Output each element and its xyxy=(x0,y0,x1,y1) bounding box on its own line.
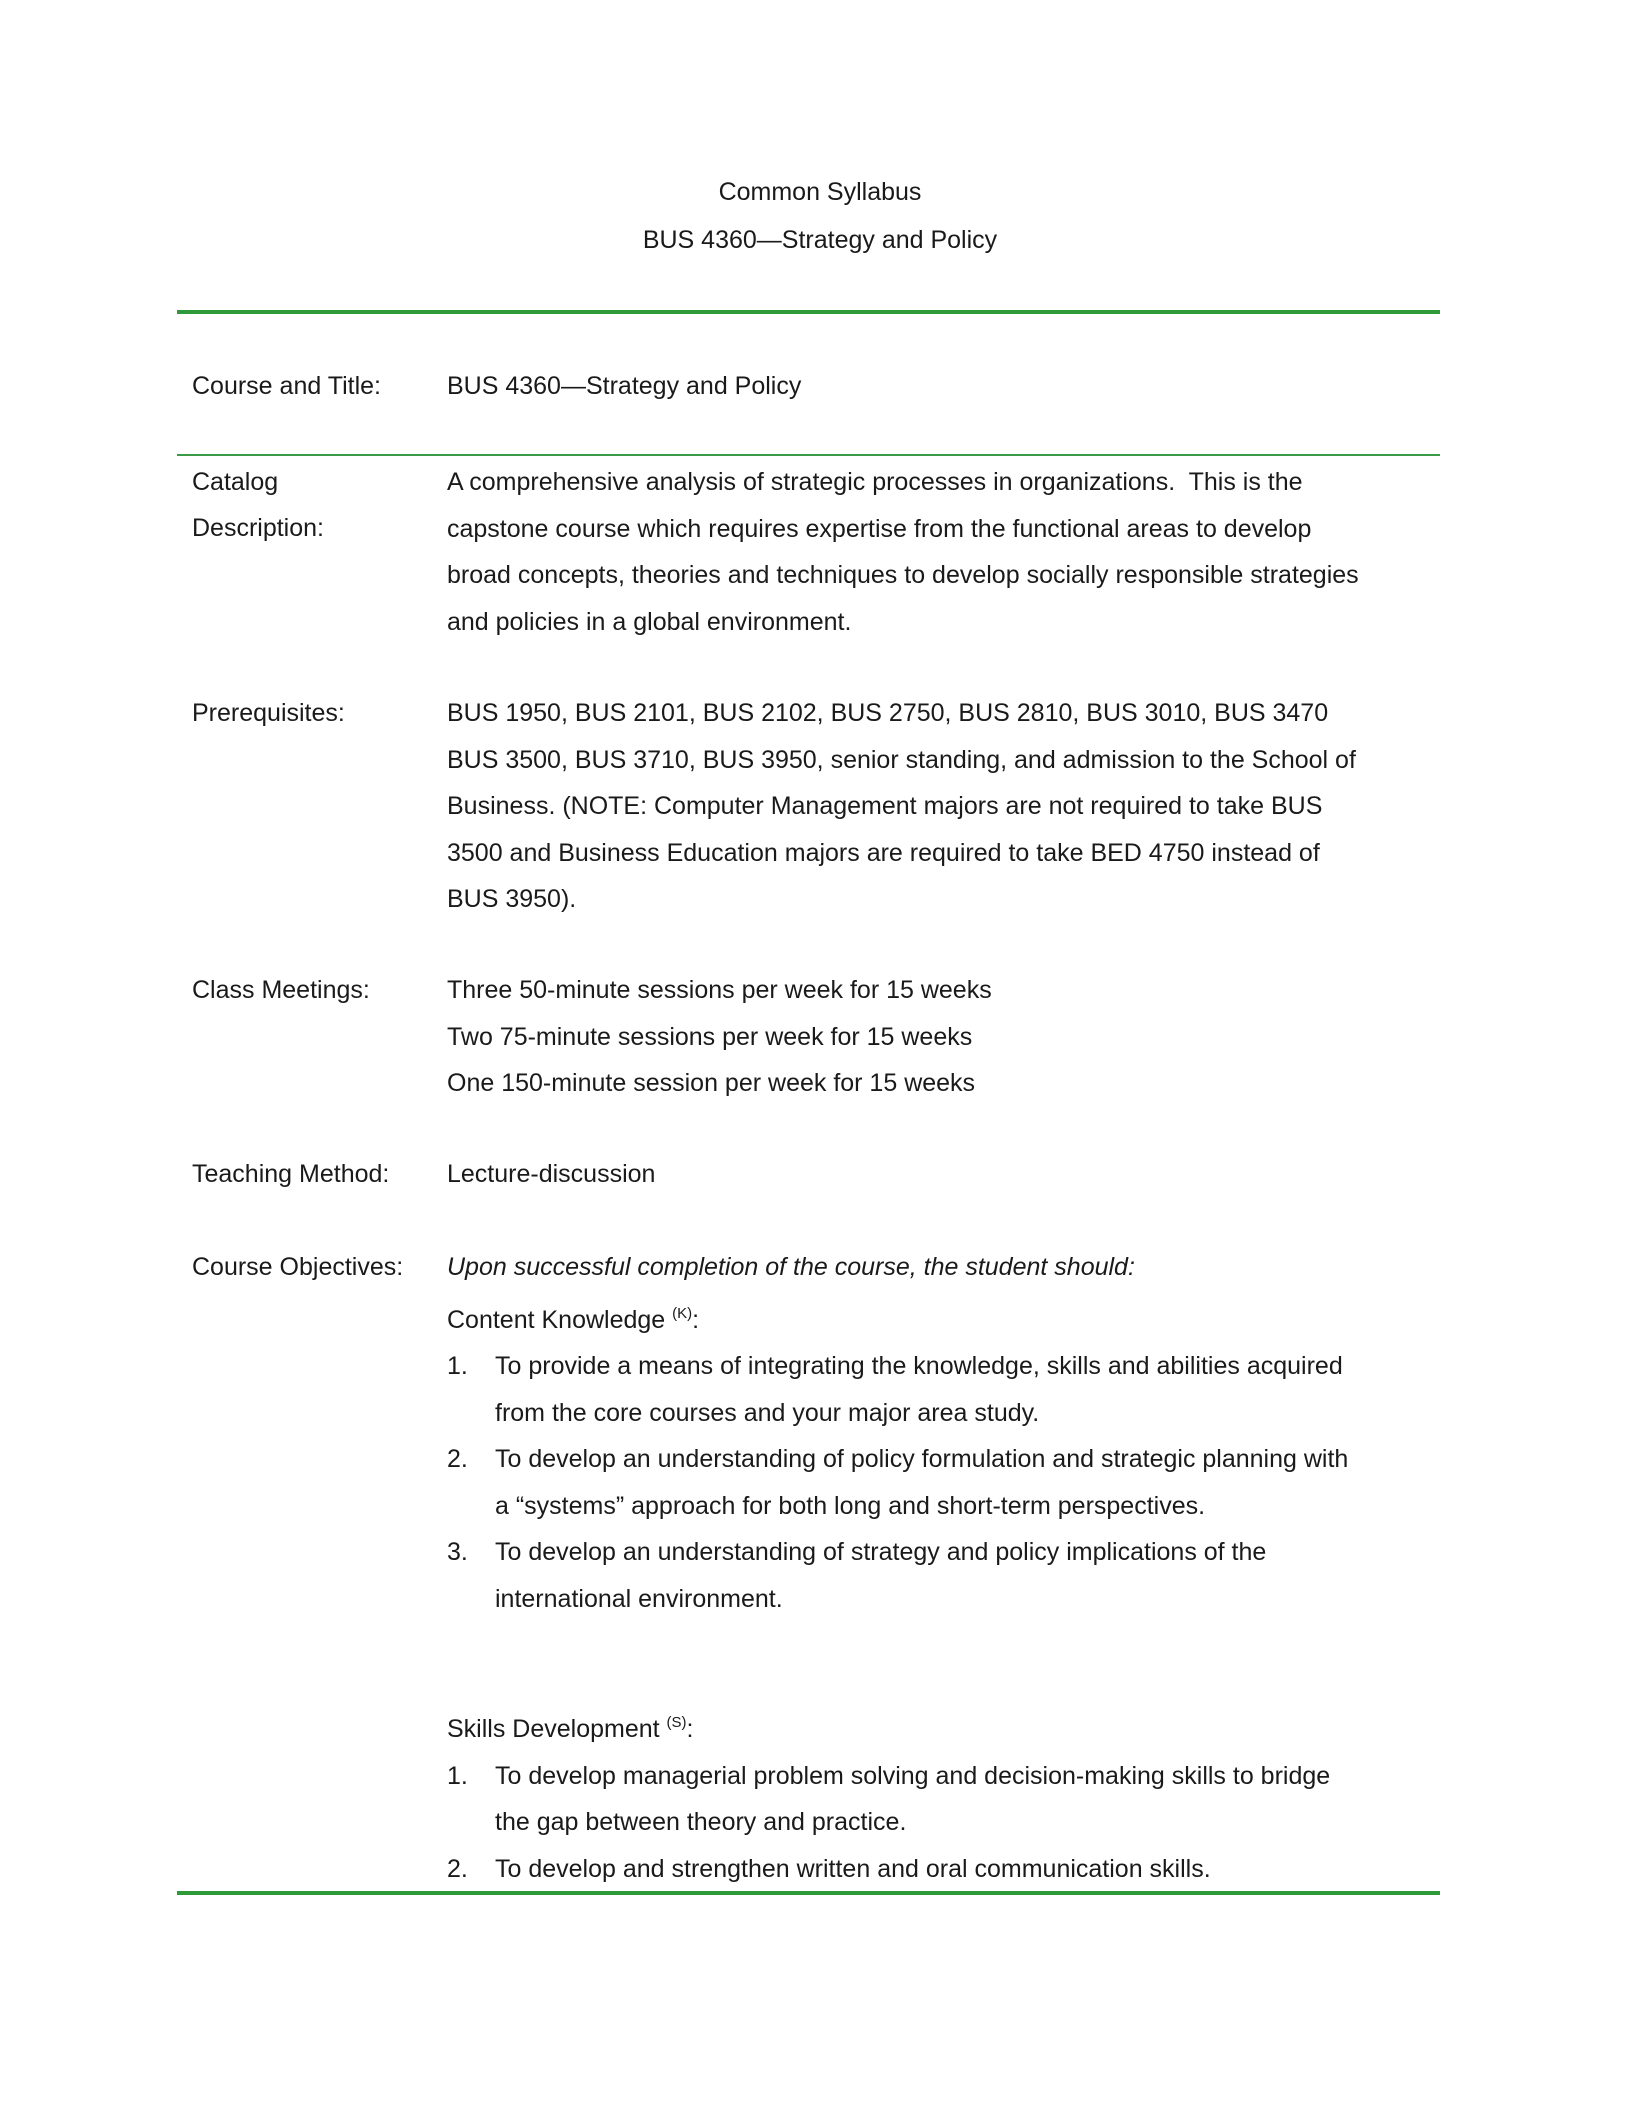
list-item-line: the gap between theory and practice. xyxy=(495,1808,907,1836)
catalog-description-text xyxy=(447,459,1437,645)
prerequisites-line: BUS 1950, BUS 2101, BUS 2102, BUS 2750, BUS 2810, BUS 3010, BUS 3470 xyxy=(447,699,1329,727)
teaching-method-label: Teaching Method: xyxy=(192,1160,390,1188)
catalog-line: capstone course which requires expertise from the functional areas to develop xyxy=(447,514,1312,543)
catalog-line: and policies in a global environment. xyxy=(447,607,852,636)
skills-development-colon: : xyxy=(686,1715,694,1743)
list-item-number: 2. xyxy=(447,1445,468,1473)
list-item xyxy=(447,1529,1437,1622)
document-title: Common Syllabus xyxy=(718,178,922,206)
content-knowledge-mark: (K) xyxy=(672,1304,693,1322)
prerequisites-line: Business. (NOTE: Computer Management majors are not required to take BUS xyxy=(447,792,1323,820)
list-item-number: 3. xyxy=(447,1538,468,1566)
catalog-line: A comprehensive analysis of strategic processes in organizations. This is the xyxy=(447,468,1303,496)
course-objectives-text xyxy=(447,1244,1437,1622)
footer-divider xyxy=(177,1891,1440,1895)
prerequisites-label: Prerequisites: xyxy=(192,699,345,727)
document-subtitle: BUS 4360—Strategy and Policy xyxy=(642,226,998,254)
skills-development-title: Skills Development xyxy=(447,1715,660,1743)
prerequisites-line: BUS 3950). xyxy=(447,885,577,913)
catalog-line: broad concepts, theories and techniques to develop socially responsible strategies xyxy=(447,561,1359,589)
list-item-line: a “systems” approach for both long and short-term perspectives. xyxy=(495,1491,1206,1520)
list-item-line: To develop an understanding of strategy and policy implications of the xyxy=(495,1538,1267,1566)
course-objectives-label: Course Objectives: xyxy=(192,1253,404,1281)
list-item-line: To develop and strengthen written and oral communication skills. xyxy=(495,1854,1211,1883)
list-item-line: To provide a means of integrating the knowledge, skills and abilities acquired xyxy=(495,1352,1343,1380)
list-item-line: To develop managerial problem solving and decision-making skills to bridge xyxy=(495,1761,1331,1790)
skills-development-mark: (S) xyxy=(666,1714,687,1731)
content-knowledge-colon: : xyxy=(692,1305,700,1334)
list-item-line: To develop an understanding of policy formulation and strategic planning with xyxy=(495,1445,1349,1473)
list-item-line: international environment. xyxy=(495,1584,783,1613)
list-item xyxy=(447,1343,1437,1436)
class-meetings-text xyxy=(447,967,1437,1107)
list-item xyxy=(447,1846,1437,1893)
class-meetings-line: Two 75-minute sessions per week for 15 weeks xyxy=(447,1022,973,1051)
skills-development-heading xyxy=(447,1700,1437,1753)
catalog-label-line1: Catalog xyxy=(192,468,279,496)
list-item xyxy=(447,1753,1437,1846)
class-meetings-label: Class Meetings: xyxy=(192,976,370,1004)
objectives-intro: Upon successful completion of the course, the student should: xyxy=(447,1253,1135,1281)
skills-development-list xyxy=(447,1753,1437,1893)
list-item-number: 1. xyxy=(447,1352,468,1380)
skills-development-section xyxy=(447,1700,1437,1892)
course-title-label: Course and Title: xyxy=(192,372,381,400)
content-knowledge-title: Content Knowledge xyxy=(447,1305,666,1334)
prerequisites-text xyxy=(447,690,1437,923)
catalog-description-label xyxy=(192,459,324,551)
list-item-line: from the core courses and your major area study. xyxy=(495,1398,1040,1427)
prerequisites-line: BUS 3500, BUS 3710, BUS 3950, senior standing, and admission to the School of xyxy=(447,745,1356,774)
content-knowledge-heading xyxy=(447,1291,1437,1344)
catalog-label-line2: Description: xyxy=(192,514,324,542)
list-item-number: 2. xyxy=(447,1854,468,1883)
section-divider xyxy=(177,454,1440,456)
class-meetings-line: Three 50-minute sessions per week for 15 weeks xyxy=(447,976,992,1004)
list-item xyxy=(447,1436,1437,1529)
list-item-number: 1. xyxy=(447,1761,468,1790)
prerequisites-line: 3500 and Business Education majors are required to take BED 4750 instead of xyxy=(447,838,1320,867)
header-divider xyxy=(177,310,1440,314)
course-title-value: BUS 4360—Strategy and Policy xyxy=(447,372,802,400)
content-knowledge-list xyxy=(447,1343,1437,1622)
class-meetings-line: One 150-minute session per week for 15 weeks xyxy=(447,1069,976,1097)
teaching-method-value: Lecture-discussion xyxy=(447,1160,656,1188)
